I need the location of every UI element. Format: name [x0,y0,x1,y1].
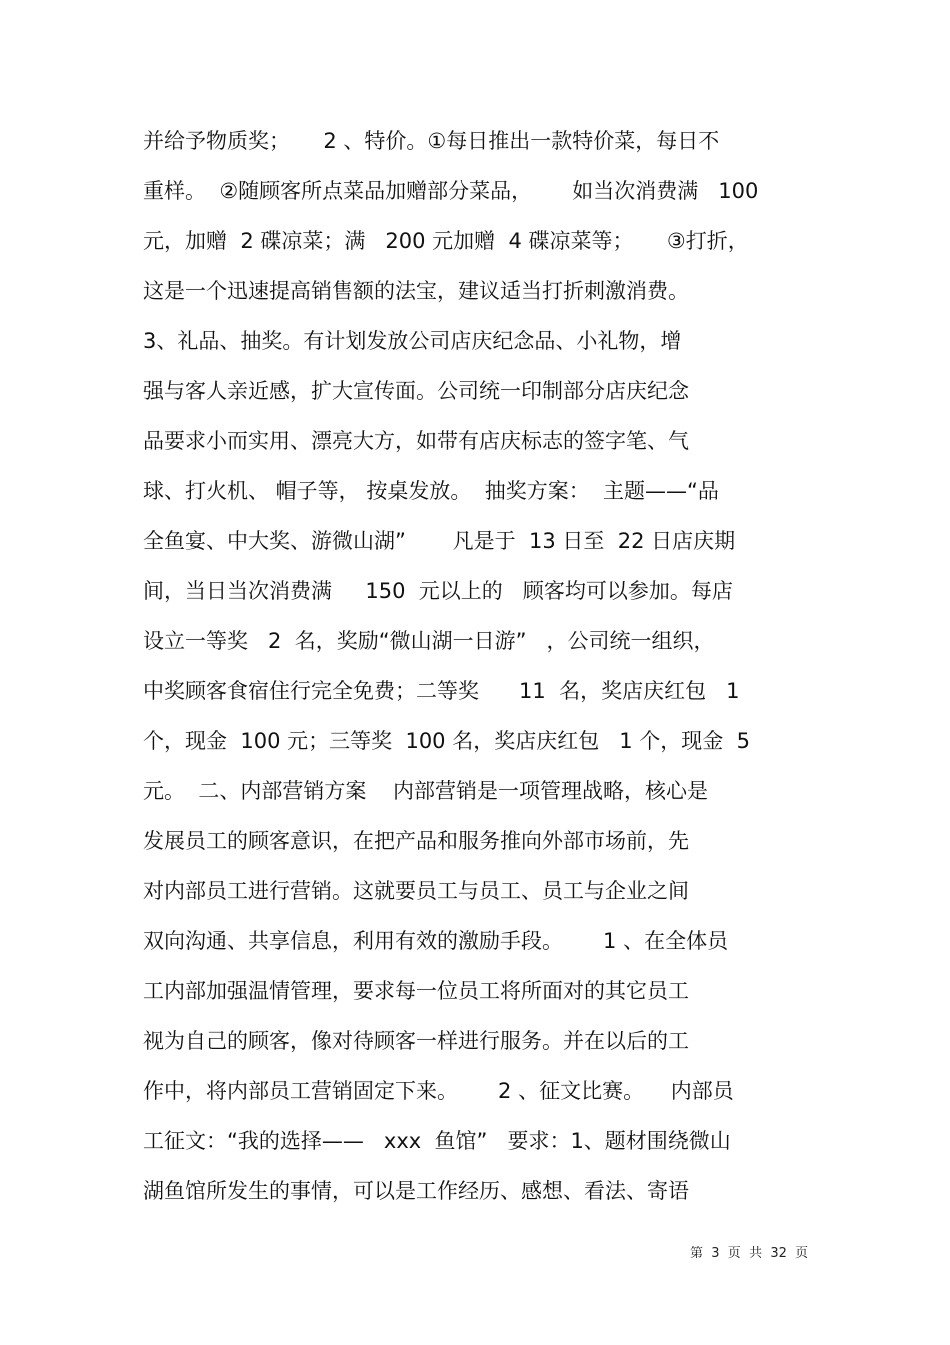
text-line: 3、礼品、抽奖。有计划发放公司店庆纪念品、小礼物，增 [143,329,682,353]
page-number-footer: 第 3 页 共 32 页 [690,1246,809,1261]
text-line: 视为自己的顾客，像对待顾客一样进行服务。并在以后的工 [143,1029,689,1053]
text-line: 并给予物质奖； 2 、特价。①每日推出一款特价菜，每日不 [143,129,720,153]
text-line: 中奖顾客食宿住行完全免费；二等奖 11 名，奖店庆红包 1 [143,679,740,703]
text-line: 双向沟通、共享信息，利用有效的激励手段。 1 、在全体员 [143,929,729,953]
text-line: 强与客人亲近感，扩大宣传面。公司统一印制部分店庆纪念 [143,379,689,403]
text-line: 元，加赠 2 碟凉菜；满 200 元加赠 4 碟凉菜等； ③打折， [143,229,749,253]
text-line: 重样。 ②随顾客所点菜品加赠部分菜品， 如当次消费满 100 [143,179,759,203]
text-line: 对内部员工进行营销。这就要员工与员工、员工与企业之间 [143,879,689,903]
text-line: 全鱼宴、中大奖、游微山湖” 凡是于 13 日至 22 日店庆期 [143,529,736,553]
text-line: 湖鱼馆所发生的事情，可以是工作经历、感想、看法、寄语 [143,1179,689,1203]
text-line: 设立一等奖 2 名，奖励“微山湖一日游” ，公司统一组织， [143,629,715,653]
text-line: 工征文：“我的选择—— xxx 鱼馆” 要求：1、题材围绕微山 [143,1129,731,1153]
text-line: 元。 二、内部营销方案 内部营销是一项管理战略，核心是 [143,779,709,803]
text-line: 球、打火机、 帽子等， 按桌发放。 抽奖方案： 主题——“品 [143,479,719,503]
text-line: 工内部加强温情管理，要求每一位员工将所面对的其它员工 [143,979,689,1003]
body-text [143,116,833,1216]
text-line: 个，现金 100 元；三等奖 100 名，奖店庆红包 1 个，现金 5 [143,729,750,753]
text-line: 这是一个迅速提高销售额的法宝，建议适当打折刺激消费。 [143,279,689,303]
text-line: 发展员工的顾客意识，在把产品和服务推向外部市场前，先 [143,829,689,853]
text-line: 间，当日当次消费满 150 元以上的 顾客均可以参加。每店 [143,579,733,603]
text-line: 作中，将内部员工营销固定下来。 2 、征文比赛。 内部员 [143,1079,734,1103]
text-line: 品要求小而实用、漂亮大方，如带有店庆标志的签字笔、气 [143,429,689,453]
